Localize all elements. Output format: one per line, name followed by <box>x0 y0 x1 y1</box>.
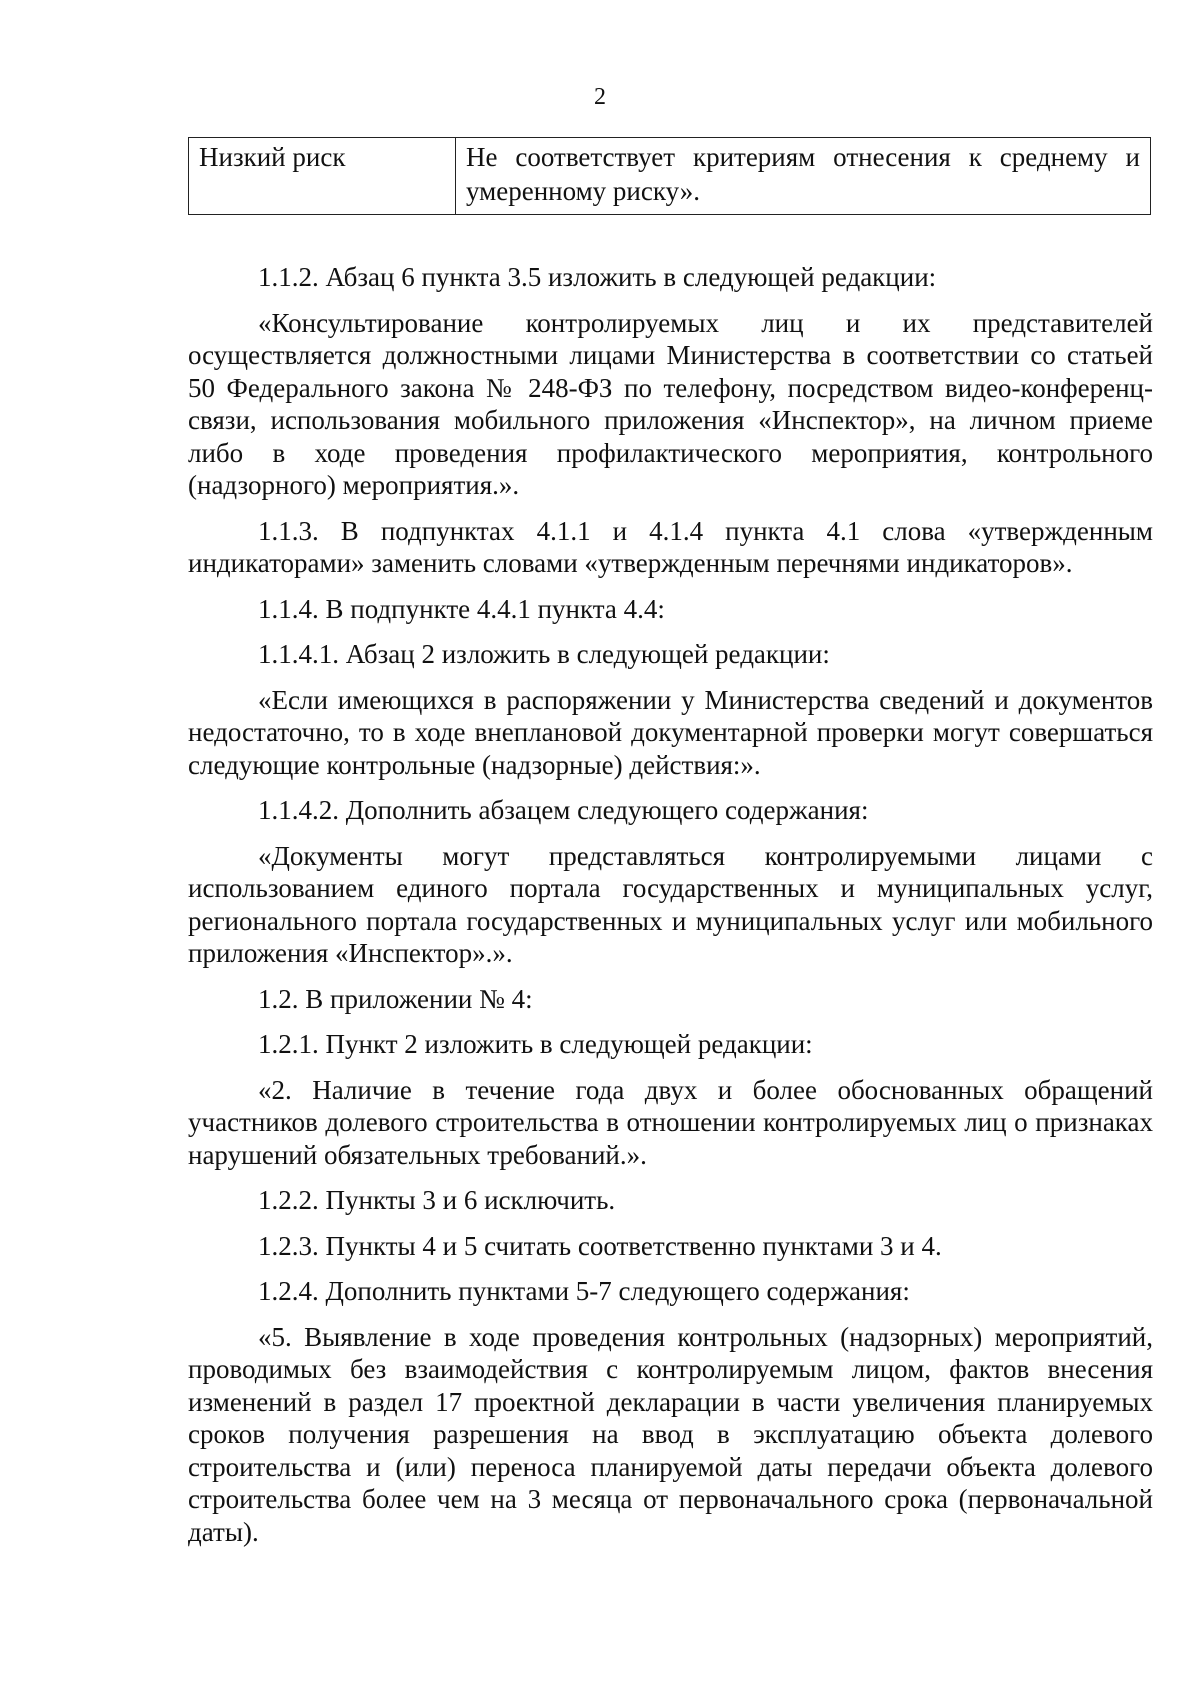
paragraph: «2. Наличие в течение года двух и более обоснованных обращений участников долевого строительства в отношении контролируемых лиц о признаках нарушений обязательных требований.». <box>188 1074 1153 1170</box>
paragraph: 1.1.3. В подпунктах 4.1.1 и 4.1.4 пункта 4.1 слова «утвержденным индикаторами» заменить словами «утвержденным перечнями индикаторов». <box>188 515 1153 578</box>
paragraph: 1.1.4.2. Дополнить абзацем следующего содержания: <box>258 795 869 825</box>
paragraph: «Документы могут представляться контролируемыми лицами с использованием единого портала государственных и муниципальных услуг, регионального портала государственных и муниципальных услуг или мобильного приложения «Инспектор».». <box>188 840 1153 968</box>
paragraph: 1.2.1. Пункт 2 изложить в следующей редакции: <box>258 1029 813 1059</box>
risk-description-cell: Не соответствует критериям отнесения к среднему и умеренному риску». <box>456 138 1151 215</box>
paragraph: 1.1.2. Абзац 6 пункта 3.5 изложить в следующей редакции: <box>258 262 937 292</box>
paragraph: 1.1.4. В подпункте 4.4.1 пункта 4.4: <box>258 593 665 624</box>
table-row <box>189 138 1151 215</box>
risk-category-cell: Низкий риск <box>189 138 456 215</box>
paragraph: 1.1.4.1. Абзац 2 изложить в следующей редакции: <box>258 639 830 669</box>
paragraph: «Консультирование контролируемых лиц и их представителей осуществляется должностными лицами Министерства в соответствии со статьей 50 Федерального закона № 248-ФЗ по телефону, посредством видео-конференц-связи, использования мобильного приложения «Инспектор», на личном приеме либо в ходе проведения профилактического мероприятия, контрольного (надзорного) мероприятия.». <box>188 307 1153 500</box>
paragraph: 1.2. В приложении № 4: <box>258 983 533 1014</box>
paragraph: «Если имеющихся в распоряжении у Министерства сведений и документов недостаточно, то в ходе внеплановой документарной проверки могут совершаться следующие контрольные (надзорные) действия:». <box>188 684 1153 780</box>
paragraph: 1.2.3. Пункты 4 и 5 считать соответственно пунктами 3 и 4. <box>258 1230 942 1261</box>
paragraph: 1.2.4. Дополнить пунктами 5-7 следующего содержания: <box>258 1276 910 1306</box>
paragraph: «5. Выявление в ходе проведения контрольных (надзорных) мероприятий, проводимых без взаимодействия с контролируемым лицом, фактов внесения изменений в раздел 17 проектной декларации в части увеличения планируемых сроков получения разрешения на ввод в эксплуатацию объекта долевого строительства и (или) переноса планируемой даты передачи объекта долевого строительства более чем на 3 месяца от первоначального срока (первоначальной даты). <box>188 1321 1153 1547</box>
paragraph: 1.2.2. Пункты 3 и 6 исключить. <box>258 1185 616 1215</box>
document-body <box>188 261 1153 1561</box>
risk-table <box>188 137 1151 215</box>
page-number: 2 <box>594 84 606 110</box>
